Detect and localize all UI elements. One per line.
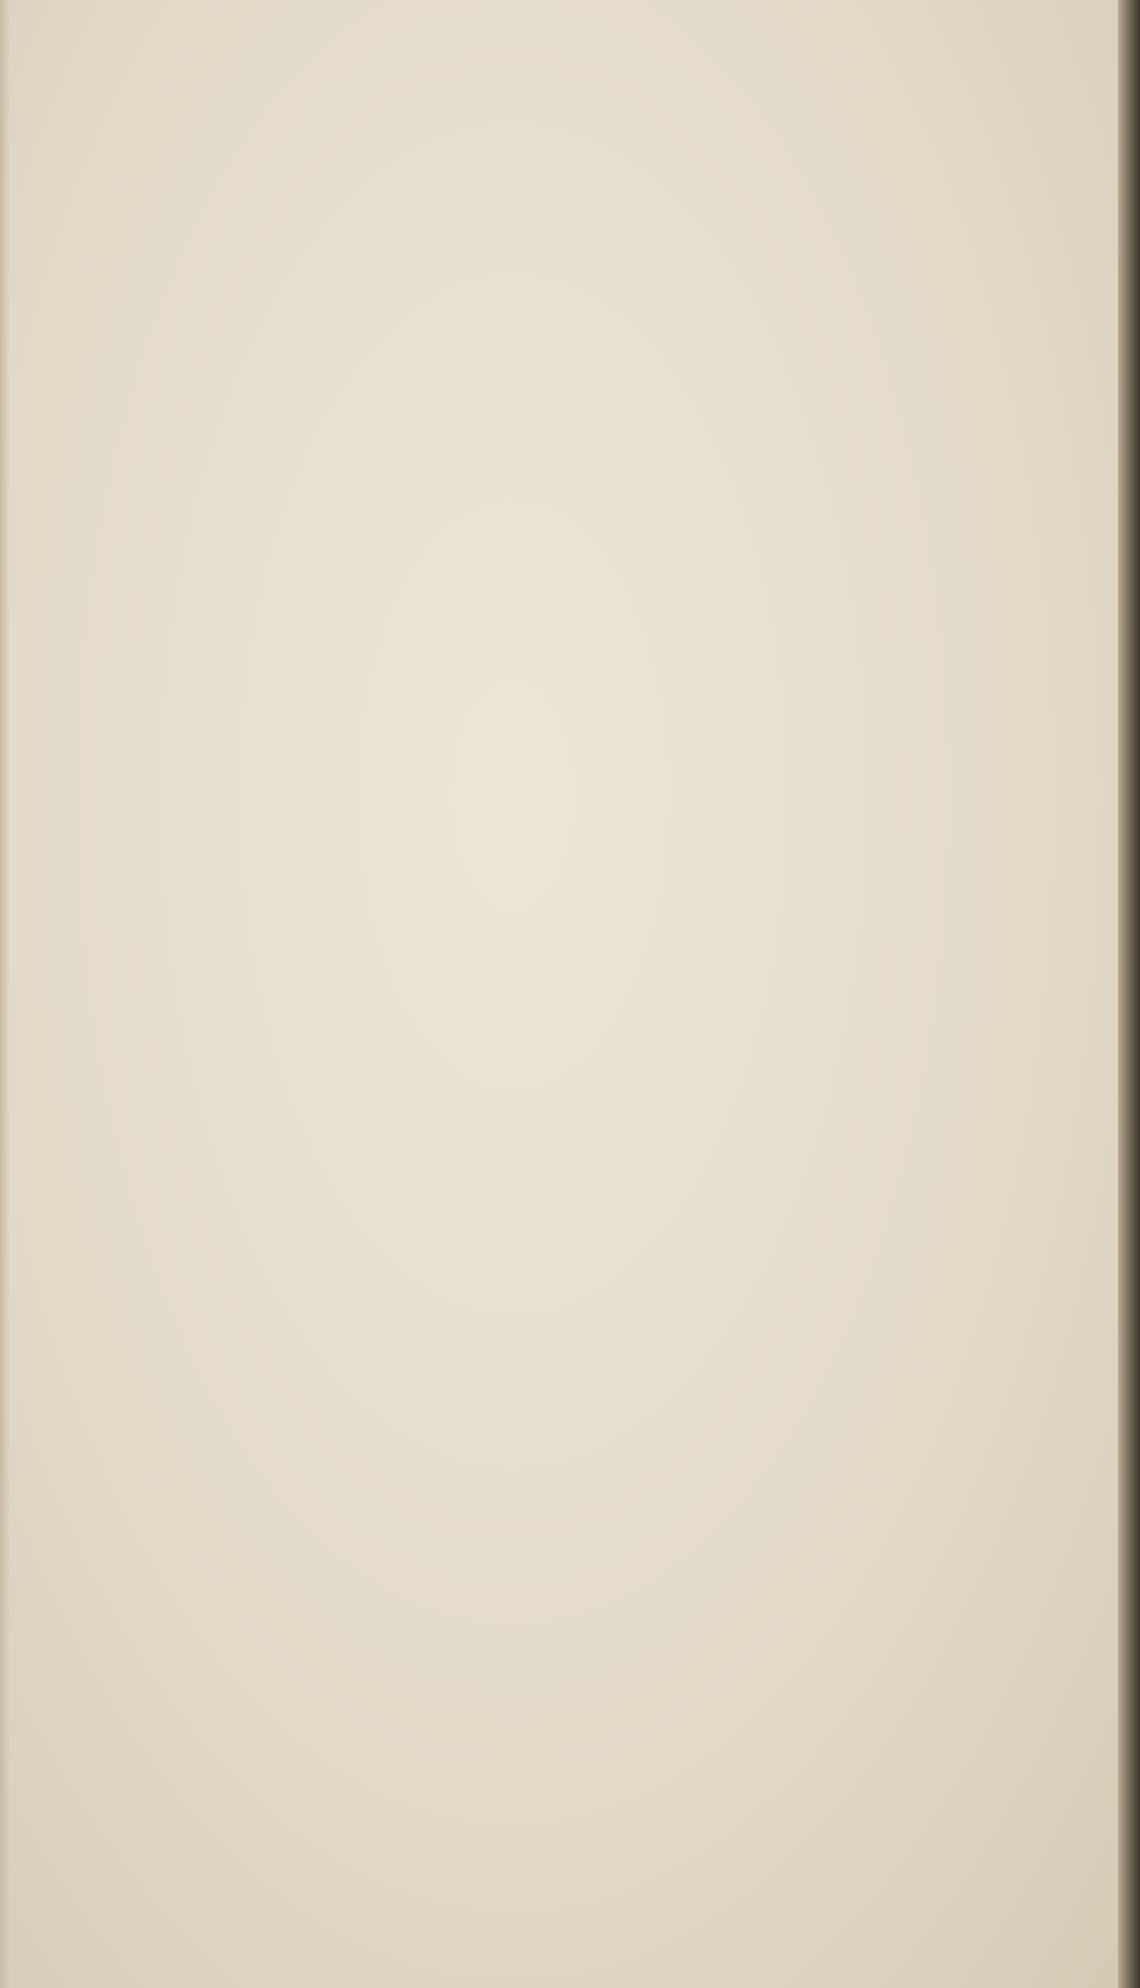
page-header — [88, 26, 1074, 86]
page-edge-shadow — [0, 0, 10, 1988]
binding-gutter — [1118, 0, 1140, 1988]
